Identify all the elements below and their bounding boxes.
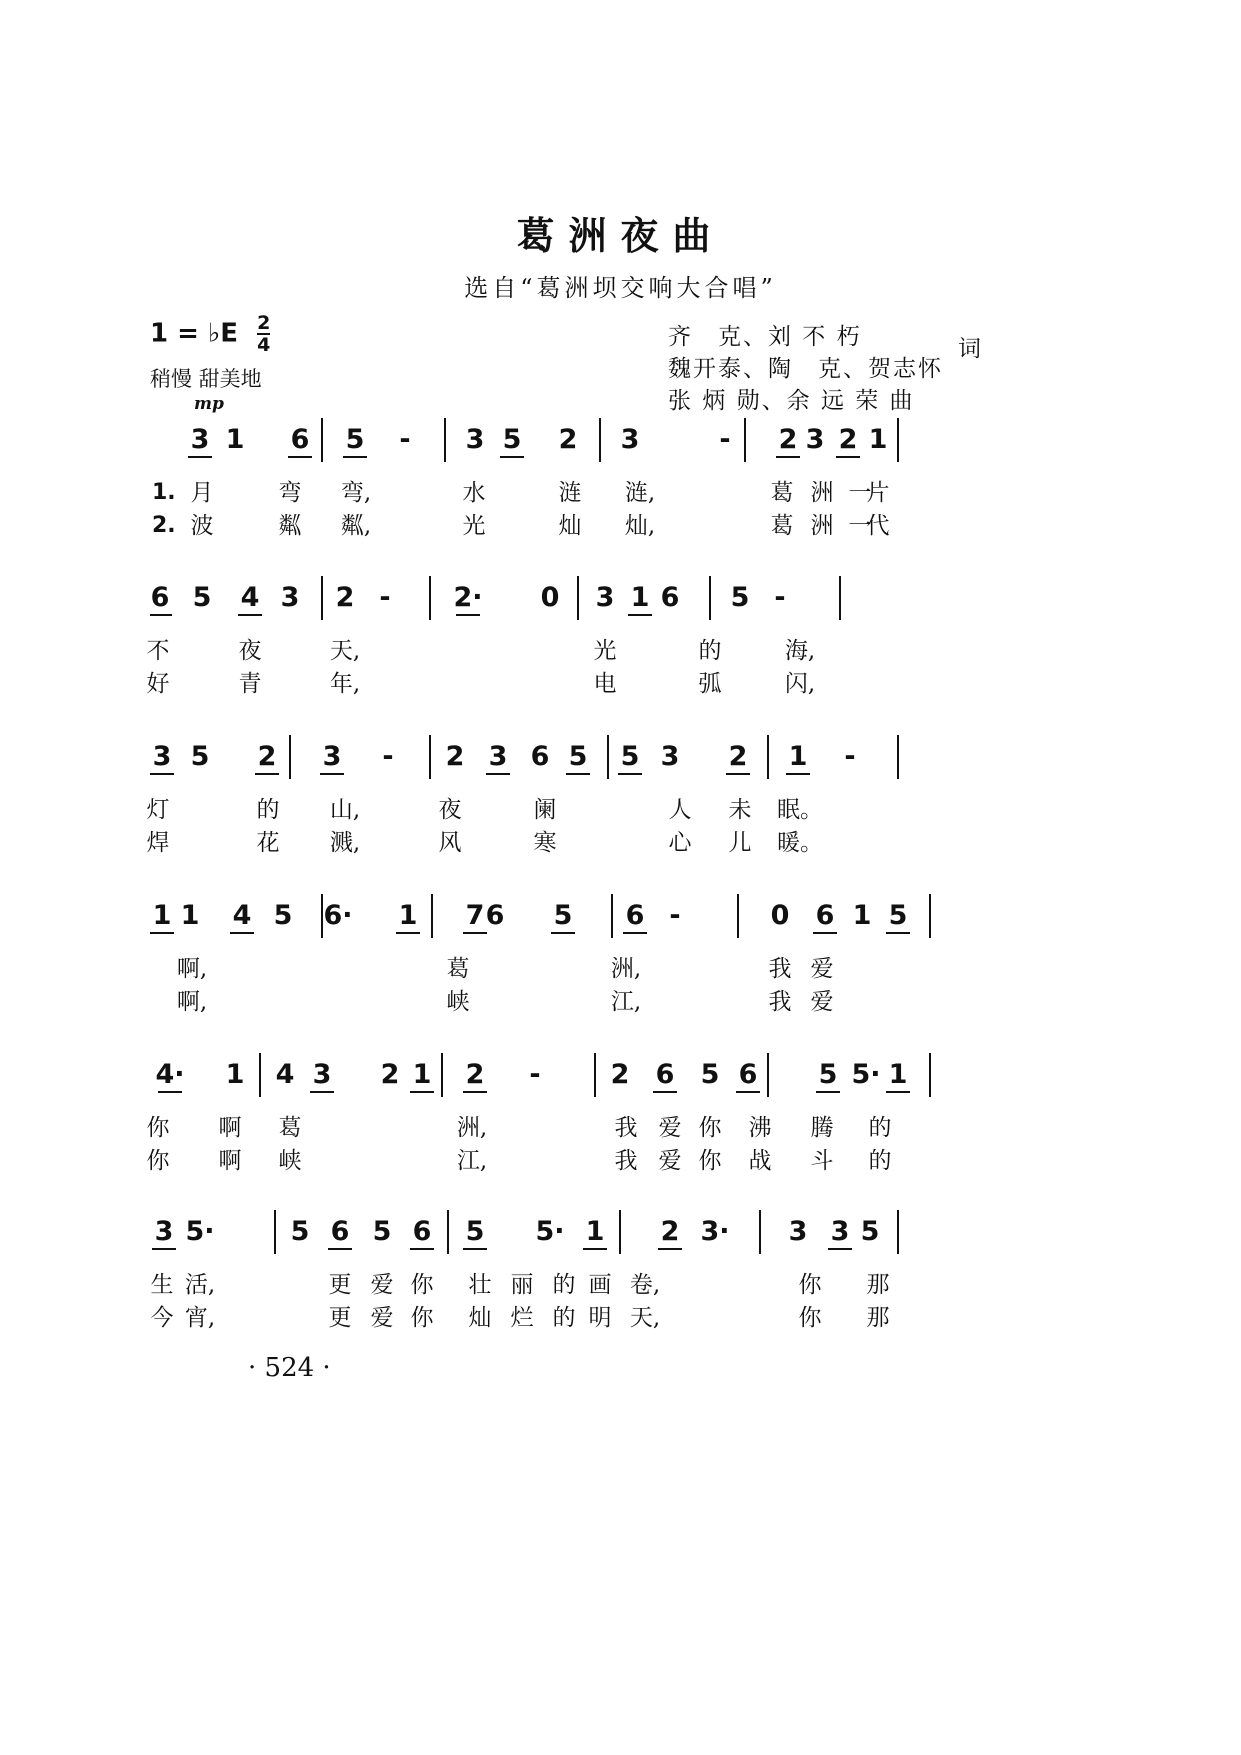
lyric-syllable: 弯, — [340, 480, 372, 506]
note: 1 — [412, 1059, 432, 1090]
note: 1 — [180, 900, 200, 931]
lyric-syllable: 暖。 — [777, 830, 823, 856]
lyric-syllable: 斗 — [810, 1148, 834, 1174]
lyric-syllable: 灿 — [468, 1305, 492, 1331]
lyric-syllable: 洲, — [456, 1115, 488, 1141]
note: 5 — [345, 424, 365, 455]
lyric-syllable: 爱 — [370, 1272, 394, 1298]
lyric-syllable: 人 — [668, 797, 692, 823]
note: 5· — [851, 1059, 881, 1090]
note: 2 — [778, 424, 798, 455]
lyric-syllable: 涟 — [558, 480, 582, 506]
note: 3 — [830, 1216, 850, 1247]
note: 4 — [240, 582, 260, 613]
note: 4 — [232, 900, 252, 931]
lyric-syllable: 灯 — [146, 797, 170, 823]
note: 3 — [312, 1059, 332, 1090]
note: - — [669, 900, 681, 931]
lyric-syllable: 爱 — [658, 1115, 682, 1141]
lyric-syllable: 月 — [190, 480, 214, 506]
note: 5 — [273, 900, 293, 931]
note: 3 — [465, 424, 485, 455]
note: 7 — [465, 900, 485, 931]
note: 2 — [380, 1059, 400, 1090]
note: 1 — [788, 741, 808, 772]
lyric-syllable: 山, — [329, 797, 361, 823]
note: 5 — [860, 1216, 880, 1247]
lyric-syllable: 一 — [848, 513, 872, 539]
lyric-syllable: 腾 — [810, 1115, 834, 1141]
note: 3 — [280, 582, 300, 613]
note: 5 — [818, 1059, 838, 1090]
lyric-syllable: 我 — [768, 989, 792, 1015]
lyric-syllable: 溅, — [329, 830, 361, 856]
note: 5· — [185, 1216, 215, 1247]
lyric-syllable: 的 — [256, 797, 280, 823]
lyric-syllable: 啊 — [218, 1115, 242, 1141]
lyric-syllable: 更 — [328, 1272, 352, 1298]
lyric-syllable: 葛 — [278, 1115, 302, 1141]
lyric-syllable: 的 — [868, 1115, 892, 1141]
lyric-syllable: 灿, — [624, 513, 656, 539]
note: 0 — [540, 582, 560, 613]
lyric-syllable: 我 — [768, 956, 792, 982]
lyric-syllable: 那 — [866, 1272, 890, 1298]
lyric-syllable: 壮 — [468, 1272, 492, 1298]
lyric-syllable: 峡 — [446, 989, 470, 1015]
note: 1 — [585, 1216, 605, 1247]
page-number: · 524 · — [248, 1353, 331, 1383]
note: 1 — [152, 900, 172, 931]
lyric-syllable: 灿 — [558, 513, 582, 539]
lyric-syllable: 啊, — [176, 989, 208, 1015]
lyric-syllable: 寒 — [533, 830, 557, 856]
note: 3 — [322, 741, 342, 772]
lyric-syllable: 卷, — [629, 1272, 661, 1298]
lyric-syllable: 电 — [593, 671, 617, 697]
lyric-syllable: 天, — [329, 638, 361, 664]
note: 3 — [805, 424, 825, 455]
time-signature-top: 2 — [257, 312, 271, 334]
note: 6 — [815, 900, 835, 931]
composers-credit-line2: 张 炳 勋、余 远 荣 曲 — [668, 388, 915, 414]
lyric-syllable: 你 — [798, 1305, 822, 1331]
lyric-syllable: 活, — [184, 1272, 216, 1298]
lyric-syllable: 弯 — [278, 480, 302, 506]
note: 1 — [630, 582, 650, 613]
lyric-syllable: 爱 — [810, 956, 834, 982]
note: 3· — [700, 1216, 730, 1247]
song-title: 葛洲夜曲 — [516, 213, 725, 258]
composers-credit-line1: 魏开泰、陶 克、贺志怀 — [668, 356, 943, 382]
lyric-syllable: 啊 — [218, 1148, 242, 1174]
lyric-syllable: 儿 — [728, 830, 752, 856]
lyricists-credit: 齐 克、刘 不 朽 — [668, 324, 862, 350]
note: - — [719, 424, 731, 455]
score-system — [150, 1202, 1010, 1462]
verse-number: 2. — [152, 513, 176, 538]
lyric-syllable: 爱 — [370, 1305, 394, 1331]
note: 3 — [152, 741, 172, 772]
lyric-syllable: 你 — [410, 1272, 434, 1298]
note: 2 — [257, 741, 277, 772]
note: - — [844, 741, 856, 772]
note: - — [774, 582, 786, 613]
song-subtitle: 选自“葛洲坝交响大合唱” — [464, 274, 777, 302]
lyric-syllable: 夜 — [238, 638, 262, 664]
time-signature — [257, 313, 270, 355]
lyric-syllable: 更 — [328, 1305, 352, 1331]
note: 3 — [488, 741, 508, 772]
note: 2· — [453, 582, 483, 613]
lyric-syllable: 洲, — [610, 956, 642, 982]
note: 6 — [660, 582, 680, 613]
note: 3 — [154, 1216, 174, 1247]
lyric-syllable: 洲 — [810, 513, 834, 539]
lyric-syllable: 战 — [748, 1148, 772, 1174]
lyric-syllable: 我 — [614, 1148, 638, 1174]
note: 3 — [660, 741, 680, 772]
lyric-syllable: 代 — [866, 513, 890, 539]
lyric-syllable: 一 — [848, 480, 872, 506]
note: 3 — [788, 1216, 808, 1247]
note: 5 — [465, 1216, 485, 1247]
lyric-syllable: 葛 — [770, 480, 794, 506]
note: - — [399, 424, 411, 455]
note: 6· — [323, 900, 353, 931]
note: 5 — [192, 582, 212, 613]
note: 5 — [502, 424, 522, 455]
note: - — [379, 582, 391, 613]
tempo-marking: 稍慢 甜美地 — [150, 367, 262, 391]
note: 3 — [595, 582, 615, 613]
note: 2 — [445, 741, 465, 772]
lyric-syllable: 烂 — [510, 1305, 534, 1331]
lyric-syllable: 你 — [698, 1148, 722, 1174]
lyric-syllable: 粼 — [278, 513, 302, 539]
note: 5 — [553, 900, 573, 931]
note: 6 — [290, 424, 310, 455]
lyric-syllable: 夜 — [438, 797, 462, 823]
lyric-syllable: 的 — [552, 1305, 576, 1331]
note: 6 — [412, 1216, 432, 1247]
lyric-syllable: 青 — [238, 671, 262, 697]
lyric-syllable: 画 — [588, 1272, 612, 1298]
lyric-syllable: 风 — [438, 830, 462, 856]
lyric-syllable: 你 — [698, 1115, 722, 1141]
note: 1 — [398, 900, 418, 931]
lyric-syllable: 我 — [614, 1115, 638, 1141]
lyric-syllable: 焊 — [146, 830, 170, 856]
note: - — [382, 741, 394, 772]
note: 5 — [888, 900, 908, 931]
lyric-syllable: 啊, — [176, 956, 208, 982]
lyric-syllable: 弧 — [698, 671, 722, 697]
lyric-syllable: 你 — [410, 1305, 434, 1331]
lyric-syllable: 波 — [190, 513, 214, 539]
note: 6 — [530, 741, 550, 772]
dynamic-mark: mp — [194, 394, 224, 414]
lyric-syllable: 粼, — [340, 513, 372, 539]
lyrics-tag: 词 — [958, 336, 983, 362]
lyric-syllable: 那 — [866, 1305, 890, 1331]
lyric-syllable: 的 — [552, 1272, 576, 1298]
note: 5· — [535, 1216, 565, 1247]
lyric-syllable: 的 — [698, 638, 722, 664]
note: 4· — [155, 1059, 185, 1090]
note: 2 — [558, 424, 578, 455]
lyric-syllable: 宵, — [184, 1305, 216, 1331]
lyric-syllable: 你 — [798, 1272, 822, 1298]
note: 5 — [372, 1216, 392, 1247]
note: - — [529, 1059, 541, 1090]
note: 5 — [700, 1059, 720, 1090]
note: 6 — [655, 1059, 675, 1090]
note: 2 — [610, 1059, 630, 1090]
lyric-syllable: 光 — [462, 513, 486, 539]
note: 1 — [225, 1059, 245, 1090]
lyric-syllable: 光 — [593, 638, 617, 664]
lyric-syllable: 你 — [146, 1148, 170, 1174]
note: 2 — [465, 1059, 485, 1090]
lyric-syllable: 江, — [610, 989, 642, 1015]
note: 2 — [728, 741, 748, 772]
time-signature-bottom: 4 — [257, 334, 271, 356]
lyric-syllable: 爱 — [658, 1148, 682, 1174]
lyric-syllable: 年, — [329, 671, 361, 697]
lyric-syllable: 葛 — [770, 513, 794, 539]
lyric-syllable: 水 — [462, 480, 486, 506]
lyric-syllable: 眠。 — [777, 797, 823, 823]
note: 4 — [275, 1059, 295, 1090]
note: 2 — [335, 582, 355, 613]
lyric-syllable: 峡 — [278, 1148, 302, 1174]
note: 2 — [838, 424, 858, 455]
lyric-syllable: 片 — [866, 480, 890, 506]
lyric-syllable: 的 — [868, 1148, 892, 1174]
note: 6 — [485, 900, 505, 931]
verse-number: 1. — [152, 480, 176, 505]
lyric-syllable: 明 — [588, 1305, 612, 1331]
note: 5 — [568, 741, 588, 772]
note: 5 — [190, 741, 210, 772]
note: 6 — [738, 1059, 758, 1090]
note: 3 — [190, 424, 210, 455]
note: 6 — [330, 1216, 350, 1247]
lyric-syllable: 涟, — [624, 480, 656, 506]
lyric-syllable: 生 — [150, 1272, 174, 1298]
lyric-syllable: 闪, — [784, 671, 816, 697]
lyric-syllable: 好 — [146, 671, 170, 697]
lyric-syllable: 爱 — [810, 989, 834, 1015]
note: 1 — [868, 424, 888, 455]
lyric-syllable: 丽 — [510, 1272, 534, 1298]
note: 5 — [290, 1216, 310, 1247]
note: 6 — [625, 900, 645, 931]
lyric-syllable: 阑 — [533, 797, 557, 823]
lyric-syllable: 不 — [146, 638, 170, 664]
note: 2 — [660, 1216, 680, 1247]
lyric-syllable: 沸 — [748, 1115, 772, 1141]
lyric-syllable: 你 — [146, 1115, 170, 1141]
lyric-syllable: 花 — [256, 830, 280, 856]
note: 0 — [770, 900, 790, 931]
note: 1 — [225, 424, 245, 455]
note: 6 — [150, 582, 170, 613]
lyric-syllable: 天, — [629, 1305, 661, 1331]
note: 3 — [620, 424, 640, 455]
lyric-syllable: 海, — [784, 638, 816, 664]
lyric-syllable: 江, — [456, 1148, 488, 1174]
lyric-syllable: 今 — [150, 1305, 174, 1331]
lyric-syllable: 葛 — [446, 956, 470, 982]
note: 1 — [852, 900, 872, 931]
lyric-syllable: 未 — [728, 797, 752, 823]
key-signature: 1 = ♭E — [150, 318, 239, 349]
lyric-syllable: 洲 — [810, 480, 834, 506]
note: 5 — [620, 741, 640, 772]
lyric-syllable: 心 — [668, 830, 692, 856]
note: 5 — [730, 582, 750, 613]
key-signature-block — [150, 313, 270, 355]
note: 1 — [888, 1059, 908, 1090]
